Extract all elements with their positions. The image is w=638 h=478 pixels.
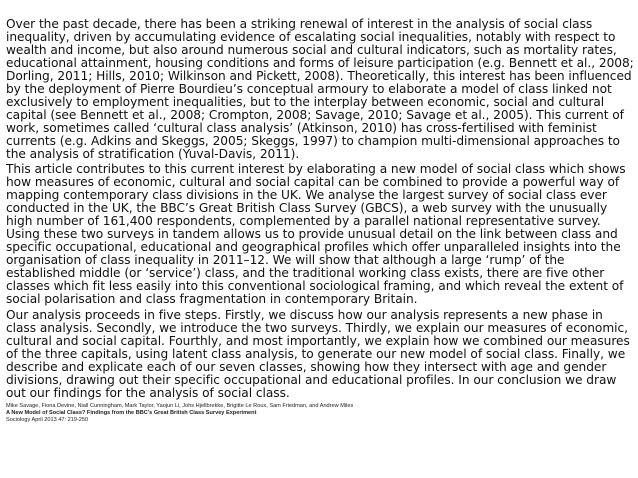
citation-title: A New Model of Social Class? Findings from the BBC’s Great British Class Survey Experiment: [6, 409, 257, 416]
paragraph-outline: Our analysis proceeds in five steps. Firstly, we discuss how our analysis represents a new phase in class analysis. Secondly, we introduce the two surveys. Thirdly, we explain our measures of economic, cultural and social capital. Fourthly, and most importantly, we explain how we combined our measures of the three capitals, using latent class analysis, to generate our new model of social class. Finally, we describe and explicate each of our seven classes, showing how they intersect with age and gender divisions, drawing out their specific occupational and educational profiles. In our conclusion we draw out our findings for the analysis of social class.: [6, 307, 630, 400]
document-page: [6, 18, 634, 424]
citation-authors: Mike Savage, Fiona Devine, Niall Cunningham, Mark Taylor, Yaojun Li, Johs Hjellbrekke, Brigitte Le Roux, Sam Friedman, and Andrew Miles: [6, 402, 354, 409]
citation-journal: Sociology April 2013 47: 219-250: [6, 416, 89, 423]
citation-block: [6, 403, 634, 424]
paragraph-contribution: This article contributes to this current interest by elaborating a new model of social class which shows how measures of economic, cultural and social capital can be combined to provide a powerful way of mapping contemporary class divisions in the UK. We analyse the largest survey of social class ever conducted in the UK, the BBC’s Great British Class Survey (GBCS), a web survey with the unusually high number of 161,400 respondents, complemented by a parallel national representative survey. Using these two surveys in tandem allows us to provide unusual detail on the link between class and specific occupational, educational and geographical profiles which offer unparalleled insights into the organisation of class inequality in 2011–12. We will show that although a large ‘rump’ of the established middle (or ‘service’) class, and the traditional working class exists, there are five other classes which fit less easily into this conventional sociological framing, and which reveal the extent of social polarisation and class fragmentation in contemporary Britain.: [6, 162, 626, 307]
paragraph-intro: Over the past decade, there has been a striking renewal of interest in the analysis of social class inequality, driven by accumulating evidence of escalating social inequalities, notably with respect to wealth and income, but also around numerous social and cultural indicators, such as mortality rates, educational attainment, housing conditions and forms of leisure participation (e.g. Bennett et al., 2008; Dorling, 2011; Hills, 2010; Wilkinson and Pickett, 2008). Theoretically, this interest has been influenced by the deployment of Pierre Bourdieu’s conceptual armoury to elaborate a model of class linked not exclusively to employment inequalities, but to the interplay between economic, social and cultural capital (see Bennett et al., 2008; Crompton, 2008; Savage, 2010; Savage et al., 2005). This current of work, sometimes called ‘cultural class analysis’ (Atkinson, 2010) has cross-fertilised with feminist currents (e.g. Adkins and Skeggs, 2005; Skeggs, 1997) to champion multi-dimensional approaches to the analysis of stratification (Yuval-Davis, 2011).: [6, 17, 634, 161]
